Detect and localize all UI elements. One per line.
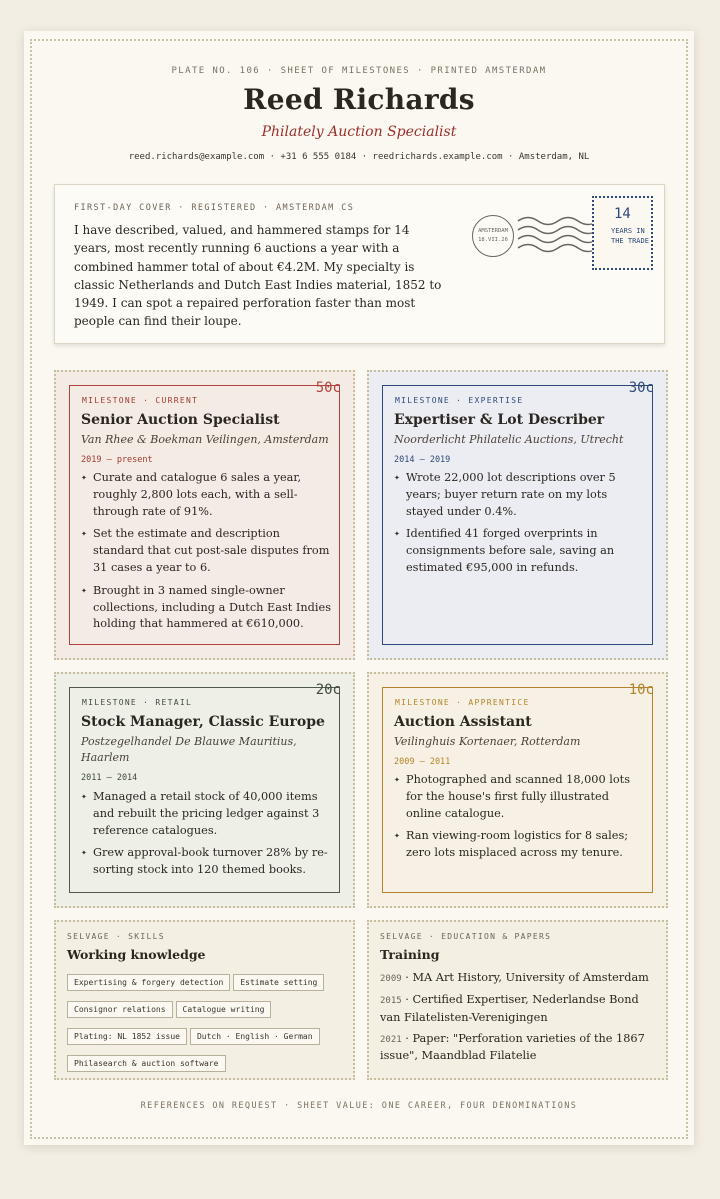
list-item: ✦ Wrote 22,000 lot descriptions over 5 years; buyer return rate on my lots stayed under 0.4%. [406,470,652,520]
milestone-label: MILESTONE · CURRENT [82,396,199,405]
role-title: Senior Auction Specialist [81,412,280,428]
list-item: ✦ Identified 41 forged overprints in consignments before sale, saving an estimated €95,000 in refunds. [406,526,652,576]
achievement-list [383,470,652,583]
resume-sheet [24,31,694,1145]
contact-email[interactable]: reed.richards@example.com [128,152,265,162]
cover-label: FIRST-DAY COVER · REGISTERED · AMSTERDAM CS [74,203,355,213]
years-caption: YEARS IN THE TRADE [611,227,649,245]
milestone-stamp-retail [54,672,355,908]
list-item: 2021 · Paper: "Perforation varieties of the 1867 issue", Maandblad Filatelie [380,1031,645,1063]
education-selvage [367,920,668,1080]
skills-title: Working knowledge [67,947,206,962]
skill-chip: Catalogue writing [176,1001,272,1018]
milestone-stamp-current [54,370,355,660]
skills-selvage [54,920,355,1080]
list-item: ✦ Managed a retail stock of 40,000 items and rebuilt the pricing ledger against 3 reference catalogues. [93,789,339,839]
skill-chip: Plating: NL 1852 issue [67,1028,187,1045]
list-item: 2015 · Certified Expertiser, Nederlandse Bond van Filatelisten-Verenigingen [380,993,639,1024]
education-title: Training [380,947,440,962]
plate-line: PLATE NO. 106 · SHEET OF MILESTONES · PRINTED AMSTERDAM [171,66,547,76]
organization: Veilinghuis Kortenaer, Rotterdam 2009 – 2011 [394,734,644,770]
candidate-title: Philately Auction Specialist [261,124,457,140]
role-title: Auction Assistant [394,714,532,730]
skill-chip: Estimate setting [233,974,324,991]
role-title: Expertiser & Lot Describer [394,412,605,428]
milestone-label: MILESTONE · APPRENTICE [395,698,530,707]
summary-text: I have described, valued, and hammered stamps for 14 years, most recently running 6 auctions a year with a combined hammer total of about €4.2M. My specialty is classic Netherlands and Dutch East Indies material, 1852 to 1949. I can spot a repaired perforation faster than most people can find their loupe. [74,223,442,329]
denomination: 30c [628,380,654,396]
skill-chip: Philasearch & auction software [67,1055,226,1072]
list-item: ✦ Ran viewing-room logistics for 8 sales; zero lots misplaced across my tenure. [406,828,652,862]
list-item: ✦ Set the estimate and description standard that cut post-sale disputes from 31 cases a year to 6. [93,526,339,576]
list-item: ✦ Curate and catalogue 6 sales a year, roughly 2,800 lots each, with a sell-through rate of 91%. [93,470,339,520]
milestone-stamp-apprentice [367,672,668,908]
denomination: 10c [628,682,654,698]
years-number: 14 [614,206,631,222]
skill-chip: Expertising & forgery detection [67,974,230,991]
milestone-label: MILESTONE · EXPERTISE [395,396,524,405]
organization: Van Rhee & Boekman Veilingen, Amsterdam 2019 – present [81,432,331,468]
organization: Noorderlicht Philatelic Auctions, Utrecht 2014 – 2019 [394,432,644,468]
contact-website[interactable]: reedrichards.example.com [372,152,503,162]
first-day-cover [54,184,665,344]
date-range: 2011 – 2014 [81,773,138,783]
organization: Postzegelhandel De Blauwe Mauritius, Haarlem 2011 – 2014 [81,734,331,786]
list-item: ✦ Grew approval-book turnover 28% by re-sorting stock into 120 themed books. [93,845,339,879]
denomination: 50c [315,380,341,396]
footer-line: REFERENCES ON REQUEST · SHEET VALUE: ONE CAREER, FOUR DENOMINATIONS [140,1101,578,1111]
candidate-name: Reed Richards [243,83,475,116]
date-range: 2009 – 2011 [394,757,451,767]
postmark-icon [472,215,514,257]
cancellation-waves-icon [516,213,596,261]
years-stamp [592,196,653,270]
list-item: ✦ Photographed and scanned 18,000 lots for the house's first fully illustrated online catalogue. [406,772,652,822]
denomination: 20c [315,682,341,698]
date-range: 2019 – present [81,455,153,465]
contact-phone[interactable]: +31 6 555 0184 [280,152,357,162]
skills-label: SELVAGE · SKILLS [67,932,165,941]
milestone-label: MILESTONE · RETAIL [82,698,193,707]
postmark-date: 18.VII.26 [478,237,508,243]
achievement-list [70,789,339,885]
list-item: 2009 · MA Art History, University of Amsterdam [380,971,649,984]
education-label: SELVAGE · EDUCATION & PAPERS [380,932,552,941]
role-title: Stock Manager, Classic Europe [81,714,325,730]
skill-chip: Dutch · English · German [190,1028,320,1045]
education-list [380,970,656,1069]
achievement-list [70,470,339,639]
achievement-list [383,772,652,868]
date-range: 2014 – 2019 [394,455,451,465]
skills-chips [67,970,347,1078]
contact-line: reed.richards@example.com · +31 6 555 0184 · reedrichards.example.com · Amsterdam, NL [128,152,590,162]
contact-location: Amsterdam, NL [518,152,590,162]
milestone-stamp-expertise [367,370,668,660]
postmark-city: AMSTERDAM [478,228,508,234]
skill-chip: Consignor relations [67,1001,173,1018]
list-item: ✦ Brought in 3 named single-owner collections, including a Dutch East Indies holding that hammered at €610,000. [93,583,339,633]
